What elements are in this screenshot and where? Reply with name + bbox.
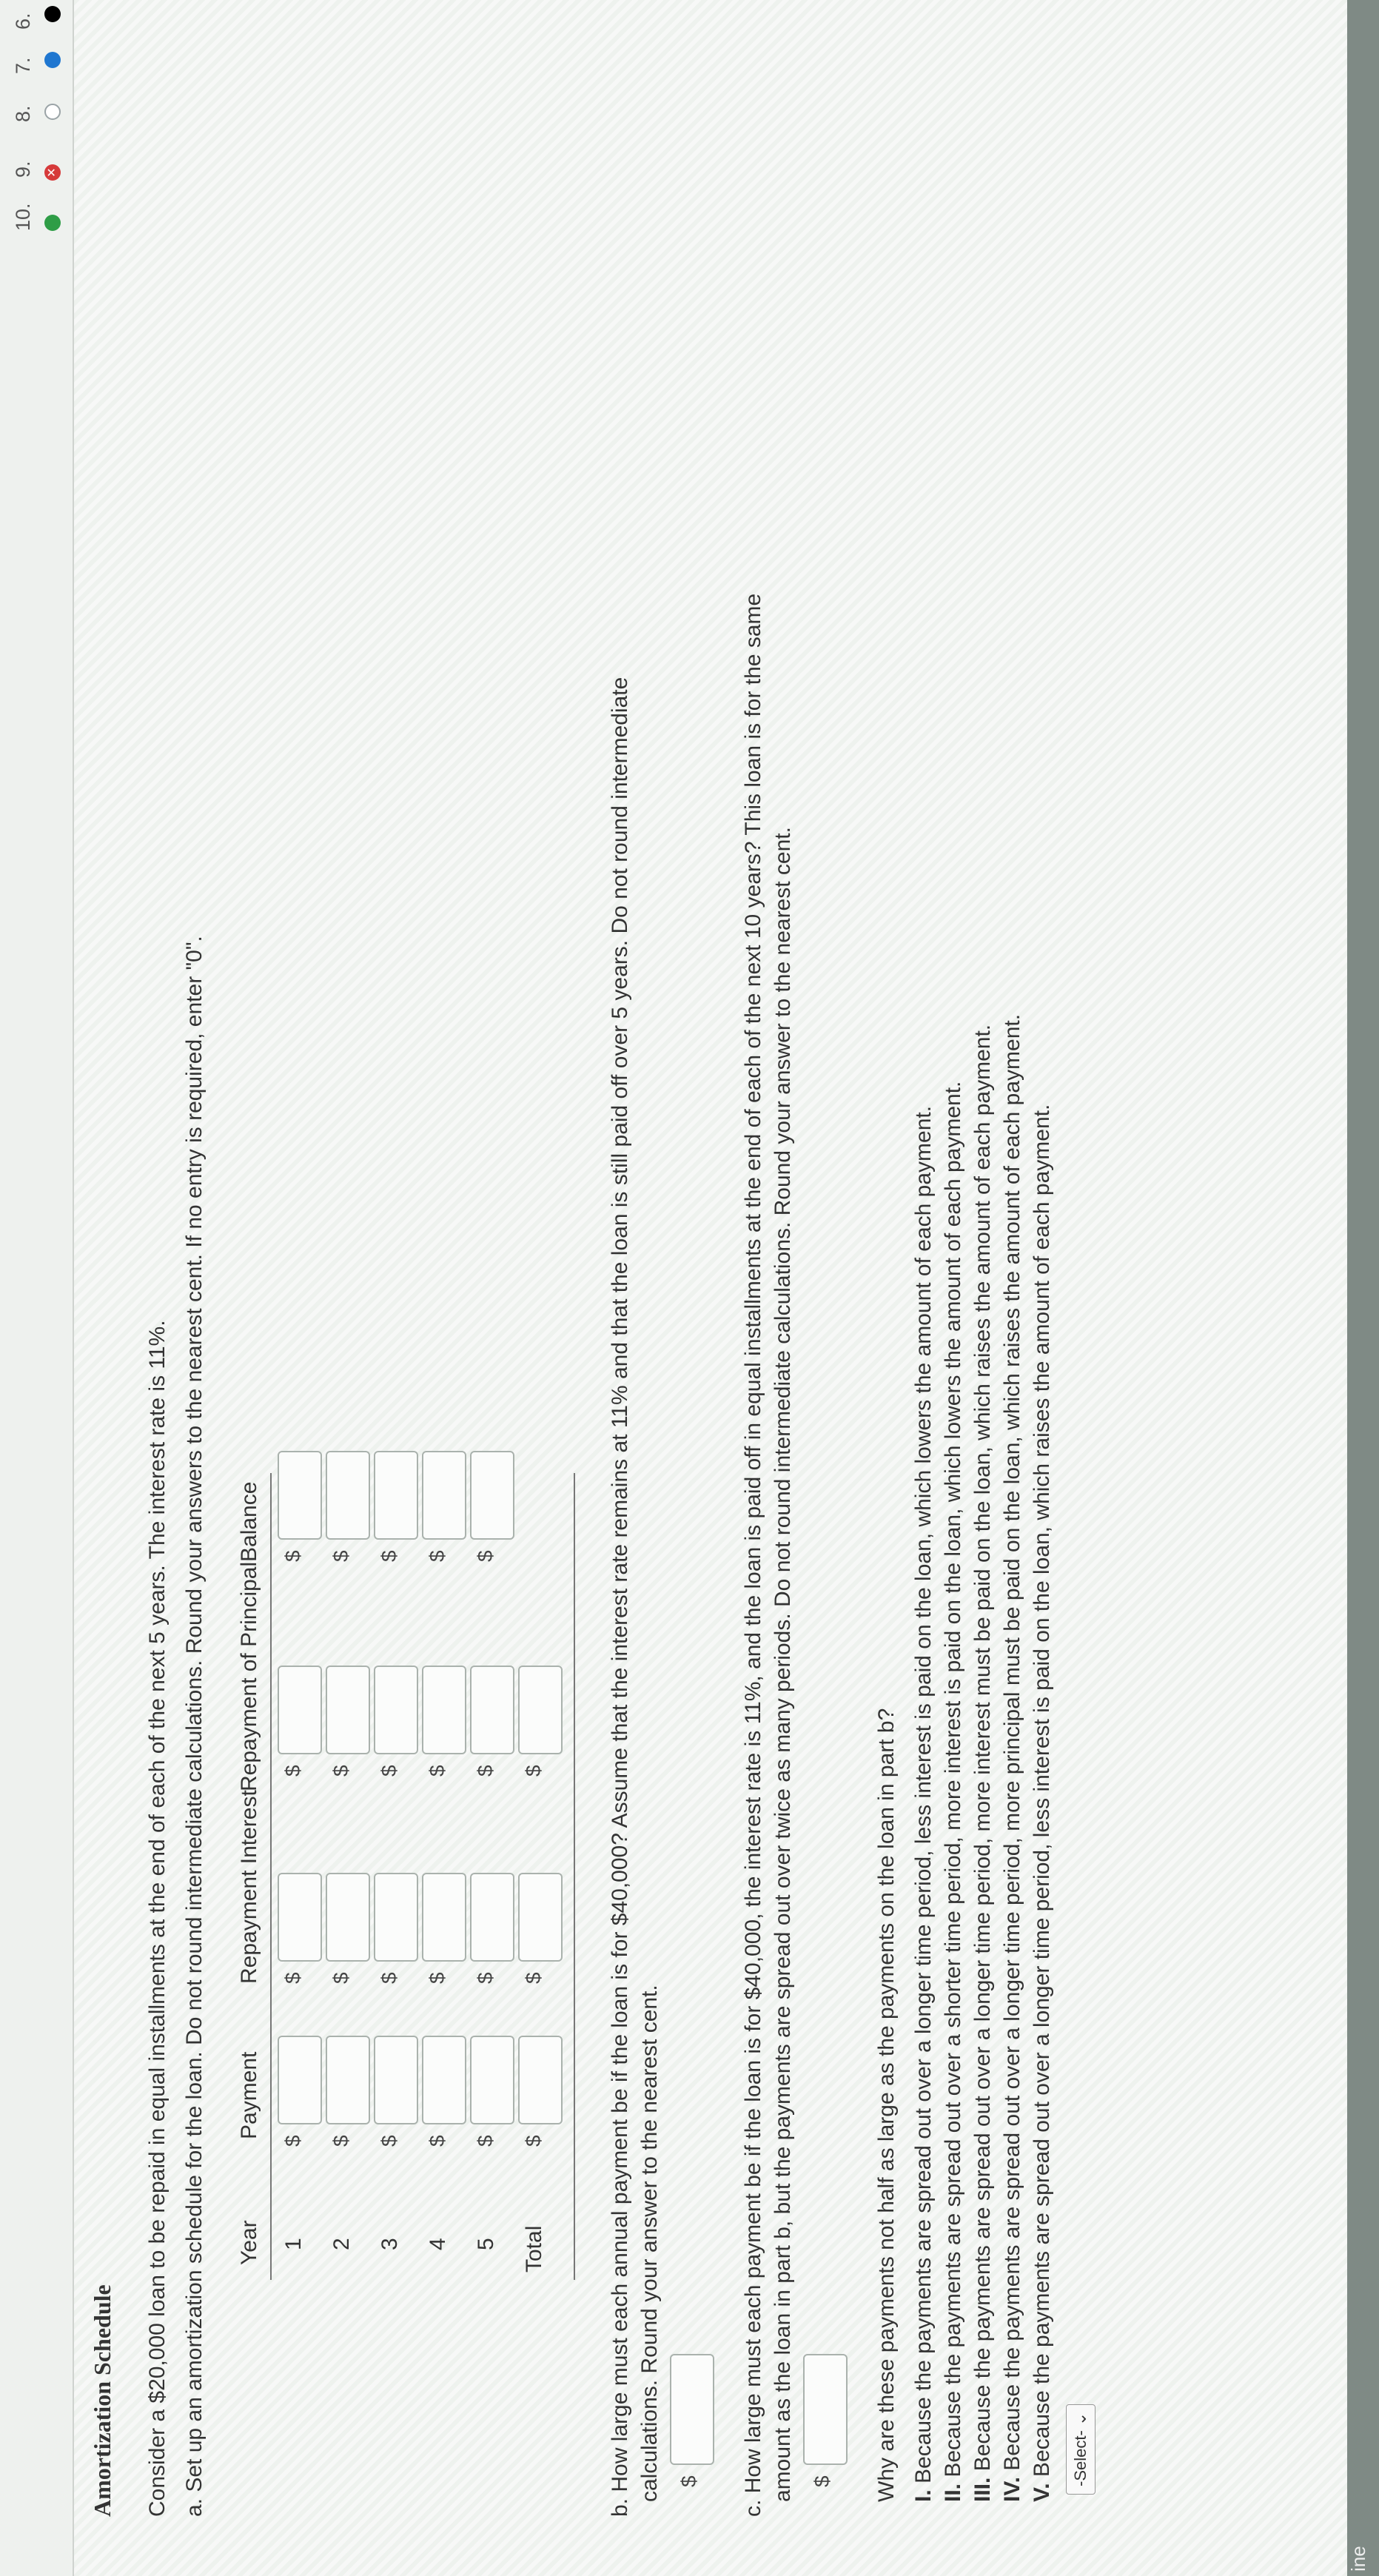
dollar-sign: $	[811, 2475, 833, 2487]
row-label-4: 4	[426, 2238, 450, 2250]
balance-input-5[interactable]	[470, 1451, 514, 1540]
dollar-sign: $	[378, 1765, 400, 1777]
chevron-down-icon: ⌄	[1071, 2412, 1090, 2426]
principal-input-1[interactable]	[278, 1666, 322, 1754]
option-number: V.	[1030, 2483, 1054, 2502]
nav-item-9[interactable]: 9.	[12, 161, 34, 178]
header-principal: Repayment of Principal	[237, 1561, 261, 1791]
dollar-sign: $	[329, 1550, 352, 1562]
nav-item-7[interactable]: 7.	[12, 57, 34, 74]
option-1	[910, 1106, 937, 2502]
principal-input-3[interactable]	[374, 1666, 418, 1754]
taskbar-label: ine	[1347, 2546, 1369, 2572]
option-text: Because the payments are spread out over a shorter time period, more interest is paid on the loan, which lowers the amount of each payment.	[941, 1081, 965, 2478]
select-label: -Select-	[1071, 2430, 1090, 2486]
part-b-line-2: calculations. Round your answer to the nearest cent.	[637, 1985, 662, 2502]
header-year: Year	[237, 2220, 261, 2265]
option-number: II.	[941, 2483, 965, 2502]
dollar-sign: $	[281, 1550, 304, 1562]
part-c-line-2: amount as the loan in part b, but the payments are spread out over twice as many periods. Do not round intermediate calculations. Round your answer to the nearest cent.	[771, 827, 795, 2502]
interest-input-5[interactable]	[470, 1873, 514, 1962]
dollar-sign: $	[426, 2135, 449, 2147]
dollar-sign: $	[474, 1765, 497, 1777]
intro-text: Consider a $20,000 loan to be repaid in equal installments at the end of each of the next 5 years. The interest rate is 11%.	[145, 1320, 170, 2517]
option-text: Because the payments are spread out over a longer time period, less interest is paid on the loan, which lowers the amount of each payment.	[911, 1105, 936, 2483]
dollar-sign: $	[474, 1550, 497, 1562]
row-label-1: 1	[281, 2238, 306, 2250]
principal-input-5[interactable]	[470, 1666, 514, 1754]
balance-input-3[interactable]	[374, 1451, 418, 1540]
part-c-answer-input[interactable]	[803, 2354, 848, 2465]
part-c-line-1: c. How large must each payment be if the loan is for $40,000, the interest rate is 11%, and the loan is paid off in equal installments at the end of each of the next 10 years? This loan is for the same	[741, 593, 765, 2517]
dollar-sign: $	[474, 1972, 497, 1984]
incorrect-x-icon: ✕	[44, 164, 61, 181]
principal-input-4[interactable]	[422, 1666, 466, 1754]
dollar-sign: $	[281, 1765, 304, 1777]
dollar-sign: $	[426, 1550, 449, 1562]
interest-input-4[interactable]	[422, 1873, 466, 1962]
option-5	[1029, 1104, 1056, 2502]
partial-dot-icon	[44, 104, 61, 120]
option-4	[999, 1014, 1026, 2502]
principal-input-total[interactable]	[518, 1666, 563, 1754]
row-label-total: Total	[522, 2225, 546, 2273]
row-label-3: 3	[378, 2238, 402, 2250]
option-number: III.	[970, 2477, 995, 2502]
payment-input-total[interactable]	[518, 2036, 563, 2124]
principal-input-2[interactable]	[326, 1666, 370, 1754]
option-number: I.	[911, 2489, 936, 2502]
dollar-sign: $	[329, 1972, 352, 1984]
interest-input-3[interactable]	[374, 1873, 418, 1962]
taskbar	[1347, 0, 1379, 2576]
answer-select-dropdown[interactable]	[1066, 2404, 1096, 2495]
dollar-sign: $	[522, 1765, 545, 1777]
payment-input-1[interactable]	[278, 2036, 322, 2124]
status-dot-6	[44, 6, 61, 22]
option-2	[940, 1081, 967, 2502]
question-nav	[0, 0, 74, 2576]
interest-input-total[interactable]	[518, 1873, 563, 1962]
dollar-sign: $	[426, 1972, 449, 1984]
row-label-2: 2	[329, 2238, 354, 2250]
dollar-sign: $	[522, 1972, 545, 1984]
correct-dot-icon	[44, 215, 61, 231]
dollar-sign: $	[329, 1765, 352, 1777]
payment-input-3[interactable]	[374, 2036, 418, 2124]
option-text: Because the payments are spread out over a longer time period, more interest must be paid on the loan, which raises the amount of each payment.	[970, 1024, 995, 2472]
option-3	[970, 1024, 996, 2502]
part-b-answer-input[interactable]	[670, 2354, 714, 2465]
payment-input-5[interactable]	[470, 2036, 514, 2124]
dollar-sign: $	[378, 1972, 400, 1984]
part-b-line-1: b. How large must each annual payment be if the loan is for $40,000? Assume that the interest rate remains at 11% and that the loan is still paid off over 5 years. Do not round intermediate	[608, 677, 632, 2517]
interest-input-2[interactable]	[326, 1873, 370, 1962]
option-text: Because the payments are spread out over a longer time period, more principal must be paid on the loan, which raises the amount of each payment.	[1000, 1013, 1024, 2471]
question-content	[74, 0, 1379, 2576]
dollar-sign: $	[426, 1765, 449, 1777]
part-c-question: Why are these payments not half as large as the payments on the loan in part b?	[874, 1708, 899, 2502]
balance-input-2[interactable]	[326, 1451, 370, 1540]
dollar-sign: $	[329, 2135, 352, 2147]
row-label-5: 5	[474, 2238, 498, 2250]
balance-input-1[interactable]	[278, 1451, 322, 1540]
header-payment: Payment	[237, 2051, 261, 2139]
dollar-sign: $	[474, 2135, 497, 2147]
option-text: Because the payments are spread out over a longer time period, less interest is paid on the loan, which raises the amount of each payment.	[1030, 1104, 1054, 2478]
option-number: IV.	[1000, 2477, 1024, 2502]
header-balance: Balance	[237, 1481, 261, 1562]
nav-item-8[interactable]: 8.	[12, 105, 34, 122]
dollar-sign: $	[378, 1550, 400, 1562]
dollar-sign: $	[677, 2475, 700, 2487]
dollar-sign: $	[378, 2135, 400, 2147]
nav-item-10[interactable]: 10.	[12, 203, 34, 231]
interest-input-1[interactable]	[278, 1873, 322, 1962]
balance-input-4[interactable]	[422, 1451, 466, 1540]
dollar-sign: $	[281, 1972, 304, 1984]
section-title: Amortization Schedule	[89, 2284, 115, 2517]
table-bottom-rule	[574, 1473, 575, 2280]
nav-item-6[interactable]: 6.	[12, 13, 34, 30]
part-a-instruction: a. Set up an amortization schedule for the loan. Do not round intermediate calculations. Round your answers to the nearest cent. If no entry is required, enter "0".	[182, 936, 207, 2517]
answered-dot-icon	[44, 52, 61, 68]
header-interest: Repayment Interest	[237, 1790, 261, 1984]
payment-input-4[interactable]	[422, 2036, 466, 2124]
table-header-rule	[270, 1473, 272, 2280]
payment-input-2[interactable]	[326, 2036, 370, 2124]
dollar-sign: $	[522, 2135, 545, 2147]
dollar-sign: $	[281, 2135, 304, 2147]
